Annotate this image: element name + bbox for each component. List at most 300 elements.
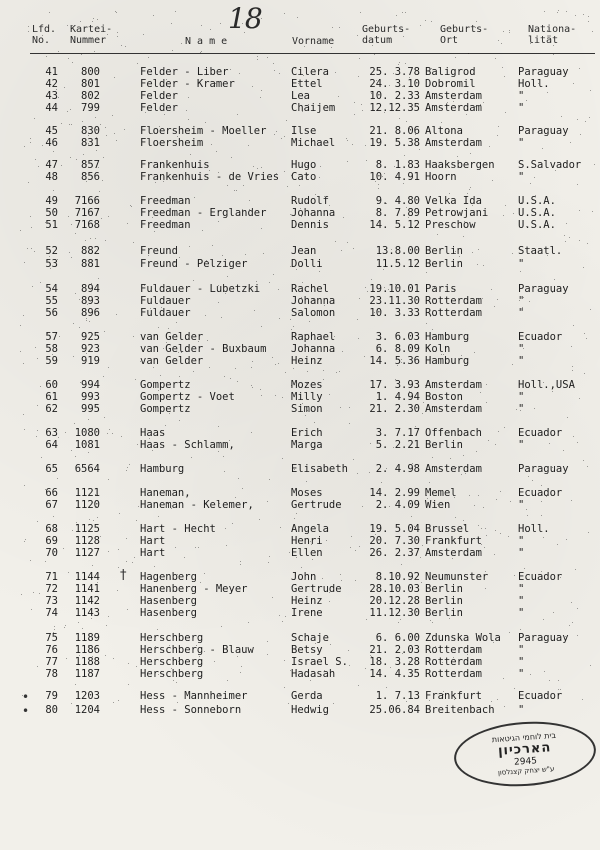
noise-speck [399, 62, 400, 63]
noise-speck [441, 354, 442, 355]
table-row [0, 137, 600, 149]
cell-geburtsort: Neumunster [425, 571, 489, 583]
noise-speck [527, 435, 528, 436]
noise-speck [104, 417, 105, 418]
noise-speck [457, 212, 458, 213]
table-row [0, 547, 600, 559]
noise-speck [448, 131, 449, 132]
noise-speck [30, 138, 31, 139]
noise-speck [342, 351, 343, 352]
noise-speck [529, 301, 530, 302]
noise-speck [98, 167, 99, 168]
header-geburtsdatum: Geburts- datum [362, 24, 411, 46]
noise-speck [579, 240, 580, 241]
noise-speck [279, 73, 280, 74]
noise-speck [89, 519, 90, 520]
cell-geburtsort: Koln [425, 343, 451, 355]
noise-speck [152, 450, 153, 451]
noise-speck [420, 557, 421, 558]
cell-kartei-nummer: 925 [81, 331, 100, 343]
noise-speck [391, 249, 392, 250]
noise-speck [127, 223, 128, 224]
cell-nationalitaet: " [518, 547, 525, 559]
noise-speck [237, 381, 238, 382]
noise-speck [36, 436, 37, 437]
noise-speck [89, 321, 90, 322]
noise-speck [315, 643, 316, 644]
noise-speck [302, 282, 303, 283]
noise-speck [563, 450, 564, 451]
noise-speck [409, 77, 410, 78]
cell-lfd-no: 77 [45, 656, 58, 668]
cell-lfd-no: 61 [45, 391, 58, 403]
noise-speck [35, 159, 36, 160]
noise-speck [374, 312, 375, 313]
noise-speck [134, 557, 135, 558]
noise-speck [273, 63, 274, 64]
noise-speck [107, 34, 108, 35]
noise-speck [242, 209, 243, 210]
noise-speck [575, 569, 576, 570]
dagger-mark: † [120, 568, 127, 583]
noise-speck [521, 202, 522, 203]
noise-speck [557, 12, 558, 13]
table-row [0, 379, 600, 391]
noise-speck [239, 73, 240, 74]
table-header [0, 24, 600, 52]
noise-speck [498, 431, 499, 432]
noise-speck [175, 11, 176, 12]
noise-speck [245, 254, 246, 255]
noise-speck [294, 518, 295, 519]
noise-speck [79, 299, 80, 300]
noise-speck [85, 240, 86, 241]
noise-speck [178, 352, 179, 353]
noise-speck [68, 216, 69, 217]
table-row [0, 487, 600, 499]
noise-speck [116, 140, 117, 141]
noise-speck [73, 323, 74, 324]
cell-nationalitaet: " [518, 439, 525, 451]
noise-speck [80, 21, 81, 22]
cell-nationalitaet: Paraguay [518, 125, 569, 137]
noise-speck [520, 629, 521, 630]
cell-kartei-nummer: 894 [81, 283, 100, 295]
noise-speck [210, 29, 211, 30]
noise-speck [412, 505, 413, 506]
noise-speck [251, 385, 252, 386]
noise-speck [20, 351, 21, 352]
noise-speck [180, 310, 181, 311]
noise-speck [291, 385, 292, 386]
stamp-line-1: בית לוחמי הגיטאות [491, 730, 557, 745]
cell-geburtsdatum: 3. 6.03 [375, 331, 420, 343]
cell-nationalitaet: " [518, 644, 525, 656]
noise-speck [567, 417, 568, 418]
noise-speck [179, 420, 180, 421]
noise-speck [310, 680, 311, 681]
header-lfd-no: Lfd. No. [32, 24, 57, 46]
noise-speck [161, 307, 162, 308]
noise-speck [113, 658, 114, 659]
cell-geburtsdatum: 21. 2.30 [369, 403, 420, 415]
cell-name: Hamburg [140, 463, 185, 475]
noise-speck [560, 689, 561, 690]
cell-vorname: Mozes [291, 379, 323, 391]
cell-name: Haas - Schlamm, [140, 439, 235, 451]
noise-speck [98, 278, 99, 279]
noise-speck [225, 528, 226, 529]
cell-name: Gompertz - Voet [140, 391, 235, 403]
noise-speck [302, 403, 303, 404]
noise-speck [304, 46, 305, 47]
noise-speck [135, 379, 136, 380]
noise-speck [379, 70, 380, 71]
cell-lfd-no: 47 [45, 159, 58, 171]
noise-speck [310, 541, 311, 542]
cell-lfd-no: 71 [45, 571, 58, 583]
cell-name: van Gelder [140, 331, 204, 343]
noise-speck [510, 501, 511, 502]
cell-lfd-no: 49 [45, 195, 58, 207]
cell-geburtsort: Dobromil [425, 78, 476, 90]
header-vorname: Vorname [292, 36, 335, 47]
cell-vorname: Erich [291, 427, 323, 439]
cell-geburtsdatum: 3. 7.17 [375, 427, 420, 439]
noise-speck [150, 308, 151, 309]
cell-geburtsort: Amsterdam [425, 463, 482, 475]
noise-speck [563, 287, 564, 288]
noise-speck [79, 327, 80, 328]
noise-speck [243, 185, 244, 186]
noise-speck [95, 494, 96, 495]
cell-vorname: Hedwig [291, 704, 329, 716]
noise-speck [366, 619, 367, 620]
noise-speck [154, 231, 155, 232]
noise-speck [126, 470, 127, 471]
noise-speck [97, 582, 98, 583]
table-row [0, 171, 600, 183]
noise-speck [267, 654, 268, 655]
noise-speck [516, 409, 517, 410]
noise-speck [409, 391, 410, 392]
noise-speck [463, 236, 464, 237]
cell-nationalitaet: " [518, 391, 525, 403]
cell-nationalitaet: Ecuador [518, 487, 563, 499]
noise-speck [514, 575, 515, 576]
noise-speck [450, 458, 451, 459]
noise-speck [502, 67, 503, 68]
noise-speck [479, 303, 480, 304]
noise-speck [155, 646, 156, 647]
noise-speck [389, 506, 390, 507]
noise-speck [552, 292, 553, 293]
noise-speck [152, 591, 153, 592]
noise-speck [198, 341, 199, 342]
noise-speck [92, 428, 93, 429]
cell-kartei-nummer: 856 [81, 171, 100, 183]
noise-speck [23, 315, 24, 316]
noise-speck [132, 562, 133, 563]
noise-speck [348, 650, 349, 651]
noise-speck [155, 182, 156, 183]
noise-speck [67, 111, 68, 112]
table-row [0, 125, 600, 137]
noise-speck [353, 248, 354, 249]
noise-speck [555, 170, 556, 171]
cell-name: Fuldauer [140, 307, 191, 319]
noise-speck [566, 11, 567, 12]
noise-speck [278, 363, 279, 364]
cell-name: Freedman - Erglander [140, 207, 267, 219]
cell-kartei-nummer: 993 [81, 391, 100, 403]
cell-geburtsdatum: 19.10.01 [369, 283, 420, 295]
cell-kartei-nummer: 1187 [74, 668, 100, 680]
noise-speck [284, 136, 285, 137]
noise-speck [425, 385, 426, 386]
noise-speck [163, 348, 164, 349]
noise-speck [571, 500, 572, 501]
noise-speck [127, 609, 128, 610]
noise-speck [579, 68, 580, 69]
noise-speck [577, 608, 578, 609]
cell-vorname: Moses [291, 487, 323, 499]
table-row [0, 656, 600, 668]
noise-speck [184, 557, 185, 558]
noise-speck [349, 665, 350, 666]
noise-speck [303, 75, 304, 76]
noise-speck [162, 538, 163, 539]
noise-speck [254, 310, 255, 311]
noise-speck [505, 205, 506, 206]
noise-speck [223, 456, 224, 457]
cell-geburtsort: Hamburg [425, 331, 470, 343]
noise-speck [96, 506, 97, 507]
noise-speck [580, 134, 581, 135]
noise-speck [119, 513, 120, 514]
noise-speck [400, 619, 401, 620]
cell-vorname: Johanna [291, 343, 336, 355]
noise-speck [585, 121, 586, 122]
noise-speck [481, 528, 482, 529]
cell-geburtsort: Amsterdam [425, 547, 482, 559]
noise-speck [171, 23, 172, 24]
table-row [0, 159, 600, 171]
noise-speck [278, 289, 279, 290]
noise-speck [401, 362, 402, 363]
noise-speck [206, 260, 207, 261]
noise-speck [417, 91, 418, 92]
cell-name: Felder - Kramer [140, 78, 235, 90]
noise-speck [324, 305, 325, 306]
noise-speck [492, 180, 493, 181]
noise-speck [229, 440, 230, 441]
cell-name: Herschberg - Blauw [140, 644, 254, 656]
cell-geburtsdatum: 10. 4.91 [369, 171, 420, 183]
noise-speck [106, 625, 107, 626]
noise-speck [432, 622, 433, 623]
noise-speck [414, 526, 415, 527]
table-row [0, 343, 600, 355]
noise-speck [23, 414, 24, 415]
noise-speck [352, 144, 353, 145]
noise-speck [187, 444, 188, 445]
noise-speck [331, 47, 332, 48]
noise-speck [117, 36, 118, 37]
noise-speck [125, 46, 126, 47]
noise-speck [370, 655, 371, 656]
noise-speck [592, 211, 593, 212]
table-row [0, 66, 600, 78]
noise-speck [583, 14, 584, 15]
noise-speck [237, 656, 238, 657]
cell-geburtsdatum: 14. 4.35 [369, 668, 420, 680]
noise-speck [565, 241, 566, 242]
cell-vorname: Elisabeth [291, 463, 348, 475]
cell-name: Fuldauer - Lubetzki [140, 283, 261, 295]
noise-speck [201, 25, 202, 26]
noise-speck [30, 216, 31, 217]
noise-speck [409, 128, 410, 129]
noise-speck [577, 442, 578, 443]
cell-geburtsdatum: 20.12.28 [369, 595, 420, 607]
noise-speck [464, 221, 465, 222]
cell-geburtsdatum: 9. 4.80 [375, 195, 420, 207]
cell-geburtsort: Paris [425, 283, 457, 295]
cell-kartei-nummer: 801 [81, 78, 100, 90]
noise-speck [577, 184, 578, 185]
noise-speck [179, 376, 180, 377]
noise-speck [30, 142, 31, 143]
noise-speck [491, 289, 492, 290]
table-row [0, 607, 600, 619]
noise-speck [307, 410, 308, 411]
noise-speck [131, 206, 132, 207]
noise-speck [90, 238, 91, 239]
cell-nationalitaet: " [518, 102, 525, 114]
noise-speck [71, 450, 72, 451]
noise-speck [272, 357, 273, 358]
cell-vorname: Betsy [291, 644, 323, 656]
noise-speck [27, 248, 28, 249]
noise-speck [531, 251, 532, 252]
noise-speck [108, 367, 109, 368]
noise-speck [91, 283, 92, 284]
noise-speck [219, 503, 220, 504]
noise-speck [402, 653, 403, 654]
noise-speck [218, 426, 219, 427]
noise-speck [547, 30, 548, 31]
noise-speck [461, 355, 462, 356]
cell-kartei-nummer: 857 [81, 159, 100, 171]
noise-speck [37, 405, 38, 406]
noise-speck [221, 317, 222, 318]
noise-speck [305, 415, 306, 416]
noise-speck [113, 702, 114, 703]
noise-speck [428, 658, 429, 659]
noise-speck [209, 367, 210, 368]
table-row [0, 102, 600, 114]
cell-kartei-nummer: 923 [81, 343, 100, 355]
cell-lfd-no: 54 [45, 283, 58, 295]
cell-geburtsdatum: 8. 7.89 [375, 207, 420, 219]
cell-kartei-nummer: 1188 [74, 656, 100, 668]
noise-speck [302, 111, 303, 112]
noise-speck [74, 423, 75, 424]
cell-name: Gompertz [140, 379, 191, 391]
noise-speck [66, 658, 67, 659]
noise-speck [86, 353, 87, 354]
noise-speck [178, 661, 179, 662]
noise-speck [24, 485, 25, 486]
cell-vorname: Dennis [291, 219, 329, 231]
noise-speck [76, 522, 77, 523]
noise-speck [65, 432, 66, 433]
noise-speck [72, 530, 73, 531]
noise-speck [166, 342, 167, 343]
noise-speck [24, 541, 25, 542]
noise-speck [53, 632, 54, 633]
noise-speck [408, 217, 409, 218]
noise-speck [486, 402, 487, 403]
cell-nationalitaet: Ecuador [518, 331, 563, 343]
noise-speck [419, 149, 420, 150]
noise-speck [160, 375, 161, 376]
noise-speck [372, 45, 373, 46]
cell-lfd-no: 55 [45, 295, 58, 307]
noise-speck [231, 591, 232, 592]
cell-kartei-nummer: 799 [81, 102, 100, 114]
noise-speck [586, 338, 587, 339]
noise-speck [108, 616, 109, 617]
cell-geburtsort: Breitenbach [425, 704, 495, 716]
cell-name: Hess - Mannheimer [140, 690, 248, 702]
noise-speck [350, 547, 351, 548]
noise-speck [449, 618, 450, 619]
cell-lfd-no: 50 [45, 207, 58, 219]
cell-geburtsdatum: 28.10.03 [369, 583, 420, 595]
noise-speck [267, 57, 268, 58]
cell-name: Freund [140, 245, 178, 257]
noise-speck [486, 535, 487, 536]
noise-speck [42, 145, 43, 146]
noise-speck [335, 241, 336, 242]
noise-speck [193, 371, 194, 372]
cell-vorname: Michael [291, 137, 336, 149]
cell-name: Fuldauer [140, 295, 191, 307]
noise-speck [322, 578, 323, 579]
cell-nationalitaet: " [518, 355, 525, 367]
noise-speck [140, 361, 141, 362]
cell-kartei-nummer: 1186 [74, 644, 100, 656]
noise-speck [267, 641, 268, 642]
noise-speck [481, 544, 482, 545]
cell-geburtsdatum: 19. 5.38 [369, 137, 420, 149]
noise-speck [411, 516, 412, 517]
noise-speck [93, 18, 94, 19]
noise-speck [221, 626, 222, 627]
noise-speck [470, 153, 471, 154]
noise-speck [244, 32, 245, 33]
noise-speck [393, 73, 394, 74]
noise-speck [70, 109, 71, 110]
cell-vorname: Johanna [291, 207, 336, 219]
noise-speck [324, 196, 325, 197]
noise-speck [485, 528, 486, 529]
noise-speck [298, 226, 299, 227]
noise-speck [410, 673, 411, 674]
noise-speck [114, 77, 115, 78]
